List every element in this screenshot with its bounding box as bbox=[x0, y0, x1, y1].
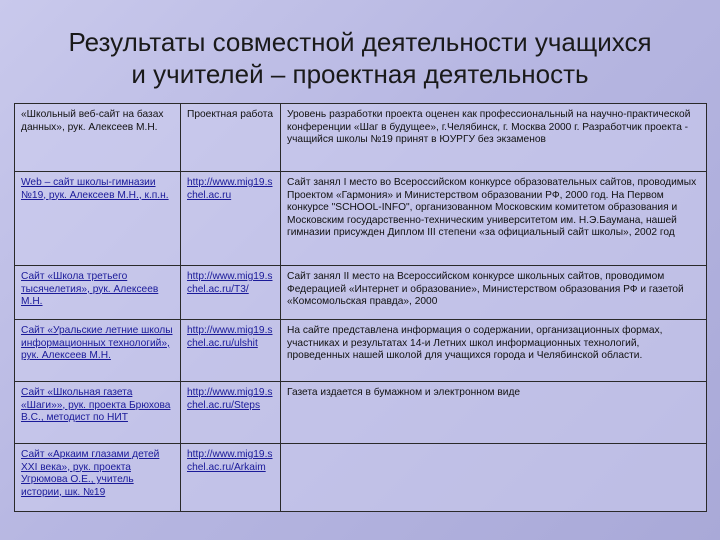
url-link[interactable]: http://www.mig19.schel.ac.ru/ulshit bbox=[187, 325, 273, 349]
projects-table bbox=[14, 103, 707, 512]
slide-title bbox=[0, 26, 720, 90]
table-row bbox=[15, 104, 707, 172]
project-cell bbox=[15, 320, 181, 382]
result-cell: Сайт занял I место во Всероссийском конкурсе образовательных сайтов, проводимых Проектом «Гармония» и Министерством образовании РФ, 2000 год. На Первом конкурсе "SCHOOL-INFO", организованном Московским комитетом образования и Московским государственно-техническим университетом им. Н.Э.Баумана, нашей гимназии присужден Диплом III степени «за официальный сайт школы», 2002 год bbox=[281, 172, 707, 266]
project-cell: «Школьный веб-сайт на базах данных», рук. Алексеев М.Н. bbox=[15, 104, 181, 172]
project-link[interactable]: Web – сайт школы-гимназии №19, рук. Алексеев М.Н., к.п.н. bbox=[21, 177, 169, 201]
project-link[interactable]: Сайт «Школа третьего тысячелетия», рук. Алексеев М.Н. bbox=[21, 271, 159, 308]
project-cell bbox=[15, 382, 181, 444]
url-cell bbox=[181, 444, 281, 512]
url-cell bbox=[181, 382, 281, 444]
url-link[interactable]: http://www.mig19.schel.ac.ru bbox=[187, 177, 273, 201]
slide-title-line-1: Результаты совместной деятельности учащихся bbox=[68, 27, 652, 57]
table-row bbox=[15, 172, 707, 266]
project-link[interactable]: Сайт «Школьная газета «Шаги»», рук. проекта Брюхова В.С., методист по НИТ bbox=[21, 387, 171, 424]
slide-title-line-2: и учителей – проектная деятельность bbox=[131, 59, 589, 89]
project-cell bbox=[15, 444, 181, 512]
result-cell: Сайт занял II место на Всероссийском конкурсе школьных сайтов, проводимом Федерацией «Интернет и образование», Министерством образования РФ и газетой «Комсомольская правда», 2000 bbox=[281, 266, 707, 320]
type-cell: Проектная работа bbox=[181, 104, 281, 172]
result-cell: Уровень разработки проекта оценен как профессиональный на научно-практической конференции «Шаг в будущее», г.Челябинск, г. Москва 2000 г. Разработчик проекта - учащийся школы №19 принят в ЮУРГУ без экзаменов bbox=[281, 104, 707, 172]
table-row bbox=[15, 444, 707, 512]
table-row bbox=[15, 382, 707, 444]
result-cell bbox=[281, 444, 707, 512]
result-cell: На сайте представлена информация о содержании, организационных формах, участниках и результатах 14-и Летних школ информационных технологий, проведенных нашей школой для учащихся города и Челябинской области. bbox=[281, 320, 707, 382]
url-cell bbox=[181, 266, 281, 320]
url-cell bbox=[181, 172, 281, 266]
project-link[interactable]: Сайт «Уральские летние школы информационных технологий», рук. Алексеев М.Н. bbox=[21, 325, 173, 362]
url-link[interactable]: http://www.mig19.schel.ac.ru/Arkaim bbox=[187, 449, 273, 473]
table-row bbox=[15, 320, 707, 382]
project-link[interactable]: Сайт «Аркаим глазами детей XXI века», рук. проекта Угрюмова О.Е., учитель истории, шк. №19 bbox=[21, 449, 160, 498]
result-cell: Газета издается в бумажном и электронном виде bbox=[281, 382, 707, 444]
table-row bbox=[15, 266, 707, 320]
project-cell bbox=[15, 172, 181, 266]
url-cell bbox=[181, 320, 281, 382]
url-link[interactable]: http://www.mig19.schel.ac.ru/T3/ bbox=[187, 271, 273, 295]
url-link[interactable]: http://www.mig19.schel.ac.ru/Steps bbox=[187, 387, 273, 411]
project-cell bbox=[15, 266, 181, 320]
